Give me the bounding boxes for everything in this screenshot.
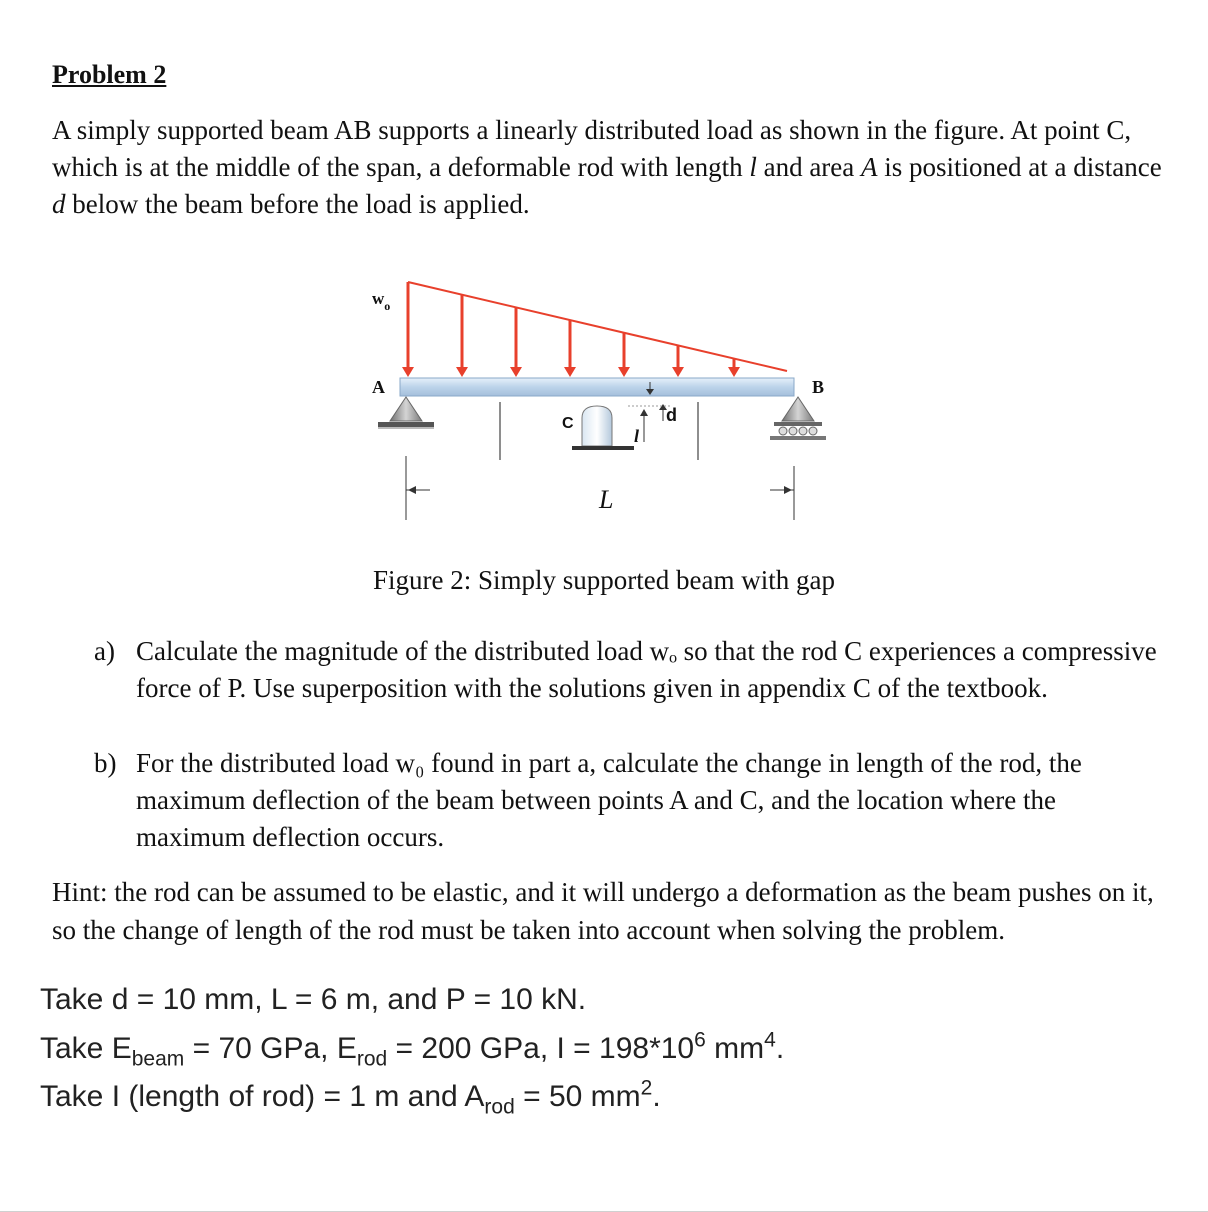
roller-plate-b xyxy=(774,422,822,426)
roller-wheel xyxy=(779,427,787,435)
subscript: rod xyxy=(356,1047,388,1071)
intro-gap: d xyxy=(52,189,66,219)
superscript: 4 xyxy=(764,1028,776,1052)
roller-wheel xyxy=(799,427,807,435)
intro-part: below the beam before the load is applied. xyxy=(65,189,530,219)
given-values-line-1: Take d = 10 mm, L = 6 m, and P = 10 kN. xyxy=(40,983,587,1016)
question-text: For the distributed load w₀ found in part a, calculate the change in length of the rod, the maximum deflection of the beam between points A and C, and the location where the maximum deflection occurs. xyxy=(136,748,1082,852)
label-l: l xyxy=(634,426,640,446)
roller-wheel xyxy=(809,427,817,435)
label-c: C xyxy=(562,415,574,432)
label-span: L xyxy=(599,485,614,514)
label-wo: $w_o$ xyxy=(372,289,391,313)
beam-figure xyxy=(360,276,840,526)
given-text: = 200 GPa, I = 198*10 xyxy=(387,1032,695,1065)
load-arrows xyxy=(402,282,740,377)
question-a xyxy=(94,633,1164,707)
span-arrow-head-right xyxy=(784,486,792,494)
given-text: . xyxy=(652,1080,661,1113)
beam-diagram xyxy=(360,276,840,526)
beam xyxy=(400,378,794,396)
intro-part: A simply supported beam AB supports a linearly distributed load as shown in the figure. At point C, which is at the middle of the span, a deformable rod with length xyxy=(52,115,1132,182)
label-a: A xyxy=(372,377,385,397)
load-arrow-head xyxy=(728,367,740,377)
given-values-line-3 xyxy=(40,1076,661,1119)
given-text: Take E xyxy=(40,1032,132,1065)
span-arrow-head-left xyxy=(408,486,416,494)
roller-wheel xyxy=(789,427,797,435)
question-b xyxy=(94,745,1164,856)
load-arrow-head xyxy=(672,367,684,377)
given-values-line-2 xyxy=(40,1028,785,1071)
question-label: b) xyxy=(94,748,117,778)
superscript: 6 xyxy=(694,1028,706,1052)
rod-c xyxy=(582,406,612,446)
given-text: . xyxy=(775,1032,785,1065)
load-arrow-head xyxy=(564,367,576,377)
load-arrow-head xyxy=(510,367,522,377)
load-arrow-head xyxy=(618,367,630,377)
label-d: d xyxy=(666,405,677,425)
load-distribution-line xyxy=(408,282,787,371)
pin-support-a xyxy=(390,397,422,421)
rod-length-arrow-head xyxy=(640,409,648,416)
problem-title: Problem 2 xyxy=(52,60,167,89)
question-text: Calculate the magnitude of the distributed load wₒ so that the rod C experiences a compressive force of P. Use superposition with the solutions given in appendix C of the textbook. xyxy=(136,636,1157,703)
superscript: 2 xyxy=(640,1076,653,1100)
given-text: = 50 mm xyxy=(514,1080,641,1113)
problem-statement xyxy=(52,112,1162,223)
given-text: mm xyxy=(705,1032,765,1065)
hint-text: Hint: the rod can be assumed to be elastic, and it will undergo a deformation as the beam pushes on it, so the change of length of the rod must be taken into account when solving the problem. xyxy=(52,877,1154,945)
load-arrow-head xyxy=(456,367,468,377)
rod-base xyxy=(572,446,634,450)
label-b: B xyxy=(812,377,825,397)
subscript: rod xyxy=(484,1095,515,1119)
figure-caption: Figure 2: Simply supported beam with gap xyxy=(373,565,835,595)
given-text: = 70 GPa, E xyxy=(184,1032,357,1065)
question-label: a) xyxy=(94,636,115,666)
subscript: beam xyxy=(131,1047,185,1071)
intro-part: and area xyxy=(756,152,862,182)
roller-support-b xyxy=(782,397,814,421)
intro-part: is positioned at a distance xyxy=(877,152,1162,182)
intro-area: A xyxy=(861,152,878,182)
load-arrow-head xyxy=(402,367,414,377)
given-text: Take I (length of rod) = 1 m and A xyxy=(40,1080,485,1113)
ground-b xyxy=(770,436,826,440)
intro-rod-length: l xyxy=(749,152,757,182)
